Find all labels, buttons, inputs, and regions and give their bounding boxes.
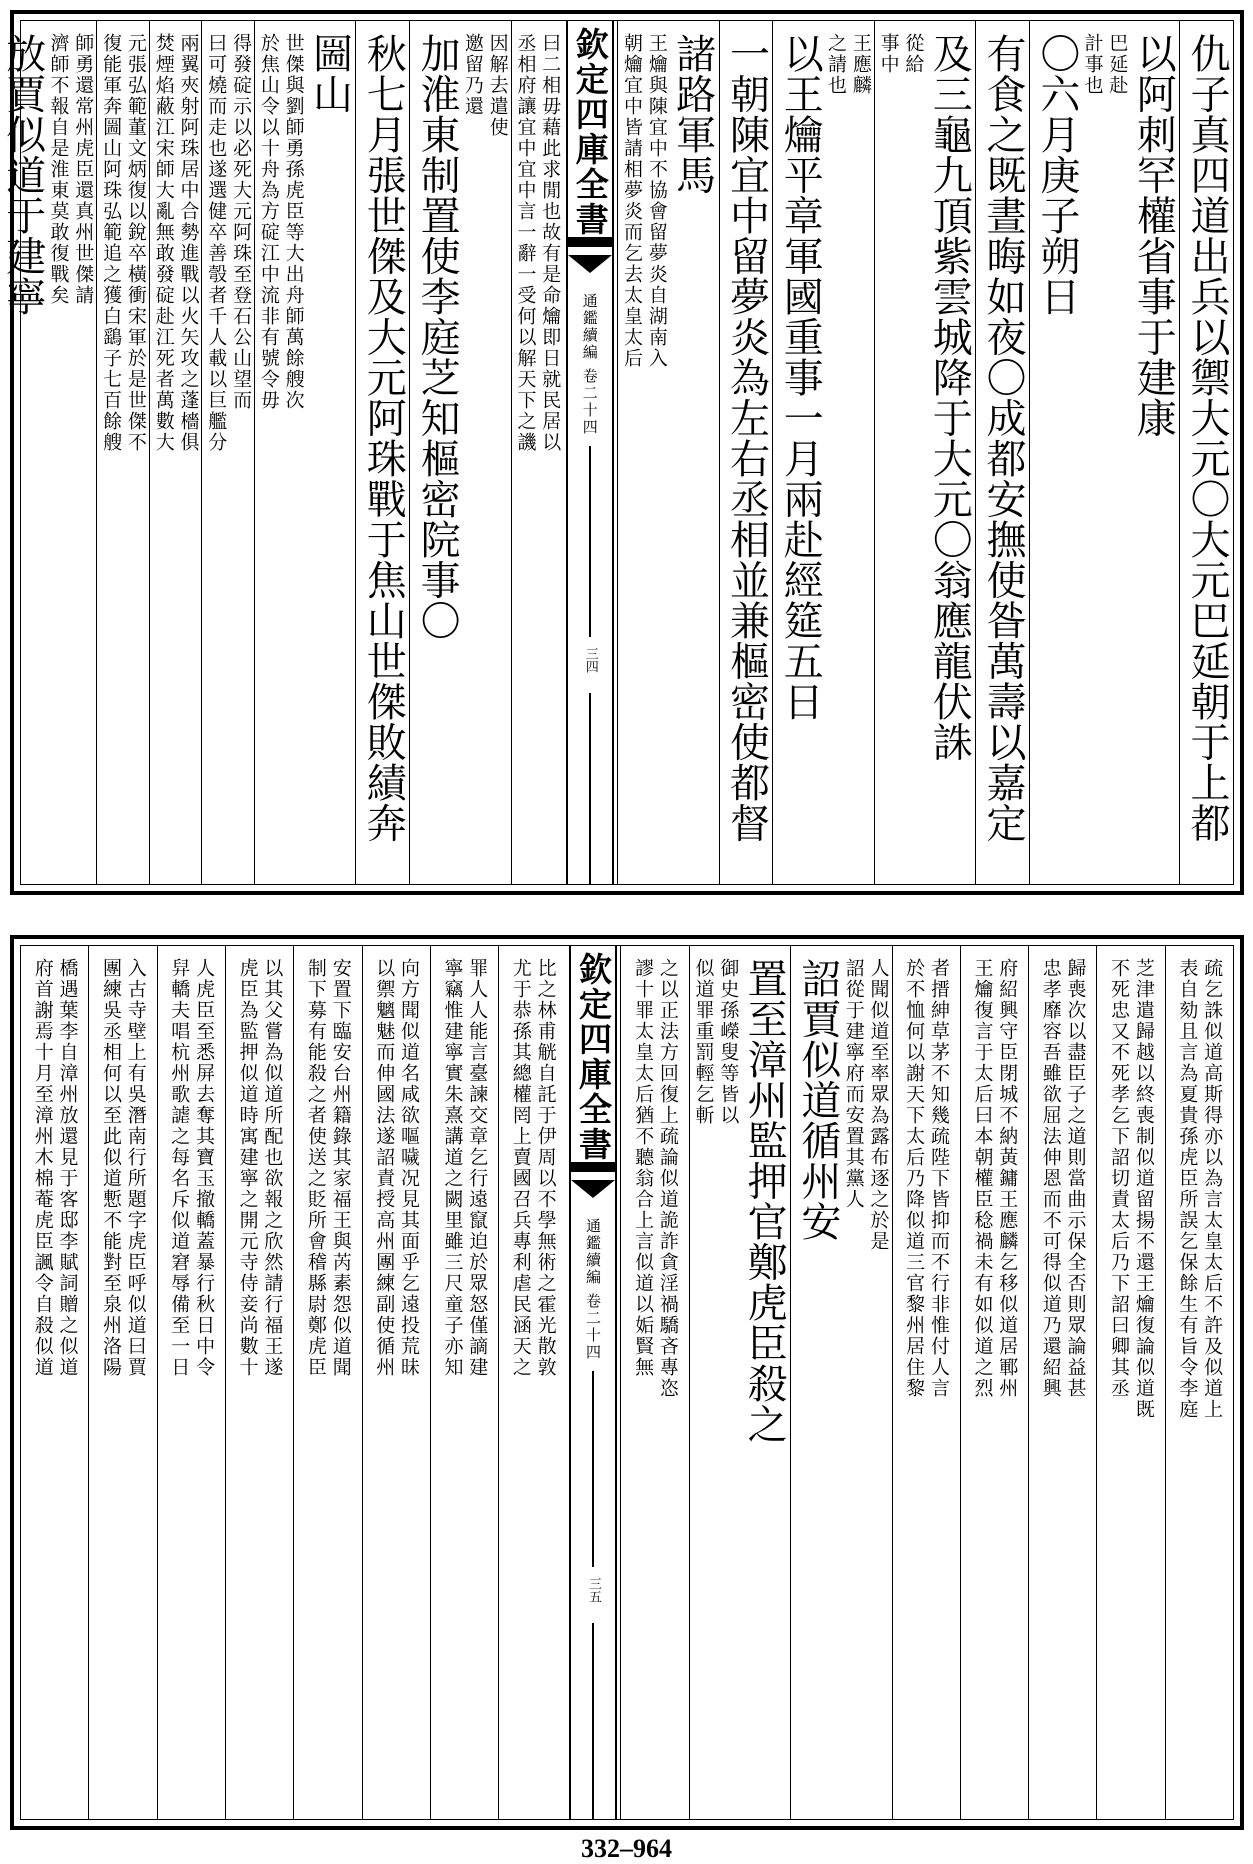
- annotation: [152, 33, 200, 453]
- text-column: [617, 21, 718, 884]
- annotation: [620, 33, 668, 369]
- main-text: 以王爚平章軍國重事一月兩赴經筵五日: [777, 33, 824, 722]
- annotation-line: 人聞似道至率眾為露布逐之於是: [867, 958, 890, 1252]
- annotation-line: 丞相府讓宜中宜中言一辭一受何以解天下之譏: [514, 33, 537, 453]
- annotation: [257, 33, 305, 411]
- annotation-line: 之以正法方回復上疏論似道詭詐貪淫禍驕吝專恣: [656, 958, 679, 1399]
- annotation-line: 舁轎夫唱杭州歌謔之每名斥似道窘辱備至一日: [168, 958, 191, 1378]
- annotation-line: 濟師不報自是淮東莫敢復戰矣: [47, 33, 70, 306]
- text-column: [892, 946, 960, 1819]
- fold-title: 欽定四庫全書: [570, 27, 610, 237]
- main-text: 仇子真四道出兵以禦大元〇大元巴延朝于上都: [1184, 33, 1230, 843]
- annotation-line: 忠孝靡容吾雖欲屈法伸恩而不可得似道乃還紹興: [1039, 958, 1062, 1399]
- upper-page: [0, 10, 1244, 895]
- annotation-line: 寧竊惟建寧實朱熹講道之闕里雖三尺童子亦知: [441, 958, 464, 1378]
- fold-rule: [589, 446, 591, 637]
- annotation-line: 從給: [902, 33, 925, 75]
- text-column: [960, 946, 1028, 1819]
- annotation-line: 芝津遣歸越以終喪制似道留揚不還王爚復論似道既: [1132, 958, 1155, 1420]
- annotation-line: 因解去遣使: [486, 33, 509, 138]
- annotation-line: 御史孫嶸叟等皆以: [717, 958, 740, 1126]
- annotation-line: 虎臣為監押似道時寓建寧之開元寺侍妾尚數十: [236, 958, 259, 1378]
- text-column: [511, 21, 564, 884]
- annotation-line: 府紹興守臣閉城不納黃鏞王應麟乞移似道居鄆州: [996, 958, 1019, 1399]
- annotation-line: 橋遇葉李自漳州放還見于客邸李賦詞贈之似道: [56, 958, 79, 1378]
- fold-rule: [592, 1623, 594, 1819]
- annotation: [842, 958, 890, 1252]
- annotation-line: 朝爚宜中皆請相夢炎而乞去太皇太后: [621, 33, 644, 369]
- annotation: [441, 958, 489, 1378]
- fold-page-number: 三五: [585, 1576, 601, 1603]
- annotation-line: 疏乞誅似道高斯得亦以為言太皇太后不許及似道上: [1201, 958, 1224, 1420]
- annotation: [824, 33, 872, 96]
- main-text: 加淮東制置使李庭芝知樞密院事〇: [414, 33, 461, 641]
- annotation: [509, 958, 557, 1378]
- annotation: [1081, 33, 1129, 96]
- fishtail-mark: [568, 255, 612, 273]
- annotation-line: 比之林甫觥自託于伊周以不學無術之霍光散敦: [534, 958, 557, 1378]
- fold-title: 欽定四庫全書: [573, 952, 613, 1162]
- annotation-line: 王爚復言于太后曰本朝權臣稔禍未有如似道之烈: [971, 958, 994, 1399]
- annotation-line: 得發碇示以必死大元阿珠至登石公山望而: [230, 33, 253, 411]
- annotation: [168, 958, 216, 1378]
- main-text: 有食之既晝晦如夜〇成都安撫使昝萬壽以嘉定: [980, 33, 1027, 843]
- main-text: 及三龜九頂紫雲城降于大元〇翁應龍伏誅: [926, 33, 973, 762]
- annotation-line: 以禦魑魅而伸國法遂詔責授高州團練副使循州: [373, 958, 396, 1378]
- main-text: 以阿刺罕權省事于建康: [1130, 33, 1177, 438]
- text-column: [293, 946, 361, 1819]
- fishtail-mark: [571, 1180, 615, 1198]
- text-column: [430, 946, 498, 1819]
- center-fold: [569, 946, 617, 1819]
- annotation: [1107, 958, 1155, 1420]
- text-column: [975, 21, 1029, 884]
- annotation-line: 於焦山令以十舟為方碇江中流非有號令毋: [257, 33, 280, 411]
- fold-volume-label: 通鑑續編 卷二十四: [580, 293, 599, 436]
- annotation-line: 向方聞似道名咸欲嘔噦况見其面乎乞遠投荒昧: [397, 958, 420, 1378]
- text-column: [225, 946, 293, 1819]
- annotation: [461, 33, 509, 138]
- annotation-line: 曰可燒而走也遂選健卒善彀者千人載以巨艦分: [205, 33, 228, 453]
- text-column: [620, 946, 688, 1819]
- annotation-line: 計事也: [1081, 33, 1104, 96]
- annotation-line: 復能軍奔圌山阿珠弘範追之獲白鷂子七百餘艘: [100, 33, 123, 453]
- annotation-line: 邀留乃還: [461, 33, 484, 117]
- annotation-line: 兩翼夾射阿珠居中合勢進戰以火矢攻之蓬檣俱: [177, 33, 200, 453]
- text-column: [498, 946, 566, 1819]
- main-text: 圌山: [306, 33, 353, 114]
- annotation-line: 不死忠又不死孝乞下詔切責太后乃下詔曰卿其丞: [1108, 958, 1131, 1399]
- fold-volume-label: 通鑑續編 卷二十四: [583, 1218, 602, 1361]
- annotation: [631, 958, 679, 1399]
- annotation-line: 於不恤何以謝天下太后乃降似道三官黎州居住黎: [903, 958, 926, 1399]
- main-text: 秋七月張世傑及大元阿珠戰于焦山世傑敗績奔: [360, 33, 407, 843]
- text-column: [874, 21, 975, 884]
- annotation: [236, 958, 284, 1378]
- annotation-line: 入古寺壁上有吳潛南行所題字虎臣呼似道曰賈: [124, 958, 147, 1378]
- annotation: [372, 958, 420, 1378]
- annotation: [31, 958, 79, 1378]
- annotation-line: 事中: [877, 33, 900, 75]
- text-column: [201, 21, 254, 884]
- text-column: [790, 946, 891, 1819]
- annotation-line: 王應麟: [849, 33, 872, 96]
- annotation: [99, 33, 147, 453]
- annotation-line: 團練吳丞相何以至此似道慙不能對至泉州洛陽: [100, 958, 122, 1378]
- annotation-line: 府首謝焉十月至漳州木棉菴虎臣諷令自殺似道: [31, 958, 54, 1378]
- annotation: [902, 958, 950, 1399]
- text-column: [96, 21, 149, 884]
- text-column: [355, 21, 409, 884]
- main-text: 置至漳州監押官鄭虎臣殺之: [741, 958, 788, 1444]
- fishtail-mark: [568, 237, 612, 247]
- annotation-line: 尤于恭孫其總權罔上賣國召兵專利虐民涵天之: [509, 958, 532, 1378]
- upper-page-text-area: [0, 20, 1234, 885]
- text-column: [0, 21, 96, 884]
- text-column: [21, 946, 88, 1819]
- annotation-line: 以其父嘗為似道所配也欲報之欣然請行福王遂: [261, 958, 284, 1378]
- center-fold: [566, 21, 614, 884]
- annotation-line: 安置下臨安台州籍錄其家福王與芮素怨似道聞: [329, 958, 352, 1378]
- annotation-line: 表自劾且言為夏貴孫虎臣所誤乞保餘生有旨令李庭: [1176, 958, 1199, 1420]
- text-column: [362, 946, 430, 1819]
- annotation-line: 師勇還常州虎臣還真州世傑請: [72, 33, 95, 306]
- annotation-line: 罪人人能言臺諫交章乞行遠竄迫於眾怒僅謫建: [466, 958, 489, 1378]
- text-column: [157, 946, 225, 1819]
- annotation: [514, 33, 562, 453]
- annotation: [47, 33, 95, 306]
- folio-number: 332–964: [581, 1834, 672, 1863]
- lower-page: [10, 935, 1244, 1830]
- annotation-line: 人虎臣至悉屏去奪其寶玉撤轎蓋暴行秋日中令: [193, 958, 216, 1378]
- text-column: [88, 946, 156, 1819]
- fold-rule: [589, 693, 591, 884]
- annotation-line: 之請也: [825, 33, 848, 96]
- annotation-line: 制下募有能殺之者使送之貶所會稽縣尉鄭虎臣: [304, 958, 327, 1378]
- annotation: [99, 958, 147, 1378]
- annotation-line: 歸喪次以盡臣子之道則當曲示保全否則眾論益甚: [1064, 958, 1087, 1399]
- text-column: [1028, 946, 1096, 1819]
- annotation-line: 王爚與陳宜中不協會留夢炎自湖南入: [645, 33, 668, 369]
- text-column: [254, 21, 355, 884]
- annotation-line: 似道罪重罰輕乞斬: [692, 958, 715, 1126]
- annotation-line: 者搢紳草茅不知幾疏陛下皆抑而不行非惟付人言: [927, 958, 950, 1399]
- text-column: [689, 946, 790, 1819]
- annotation: [692, 958, 740, 1126]
- annotation-line: 世傑與劉師勇孫虎臣等大出舟師萬餘艘次: [282, 33, 305, 411]
- main-text: 詔賈似道循州安: [794, 958, 841, 1242]
- text-column: [1165, 946, 1233, 1819]
- text-column: [409, 21, 510, 884]
- fold-rule: [592, 1371, 594, 1567]
- main-text: 諸路軍馬: [669, 33, 716, 195]
- annotation: [971, 958, 1019, 1399]
- annotation-line: 巴延赴: [1106, 33, 1129, 96]
- annotation-line: 曰二相毋藉此求閒也故有是命爚即日就民居以: [539, 33, 562, 453]
- main-text: 〇六月庚子朔日: [1033, 33, 1080, 317]
- main-text: 一朝陳宜中留夢炎為左右丞相並兼樞密使都督: [723, 33, 770, 843]
- lower-page-text-area: [20, 945, 1234, 1820]
- annotation-line: 詔從于建寧府而安置其黨人: [842, 958, 865, 1210]
- annotation: [1176, 958, 1224, 1420]
- annotation: [204, 33, 252, 453]
- annotation: [877, 33, 925, 75]
- text-column: [149, 21, 202, 884]
- fishtail-mark: [571, 1162, 615, 1172]
- main-text: 放賈似道于建寧: [0, 33, 46, 317]
- text-column: [1029, 21, 1179, 884]
- text-column: [772, 21, 873, 884]
- annotation-line: 謬十罪太皇太后猶不聽翁合上言似道以姤賢無: [632, 958, 655, 1378]
- fold-page-number: 三四: [582, 646, 598, 673]
- annotation: [1039, 958, 1087, 1399]
- annotation-line: 焚煙焰蔽江宋師大亂無敢發碇赴江死者萬數大: [152, 33, 175, 453]
- annotation-line: 元張弘範董文炳復以銳卒橫衝宋軍於是世傑不: [124, 33, 147, 453]
- text-column: [719, 21, 773, 884]
- text-column: [1179, 21, 1233, 884]
- text-column: [1096, 946, 1164, 1819]
- annotation: [304, 958, 352, 1378]
